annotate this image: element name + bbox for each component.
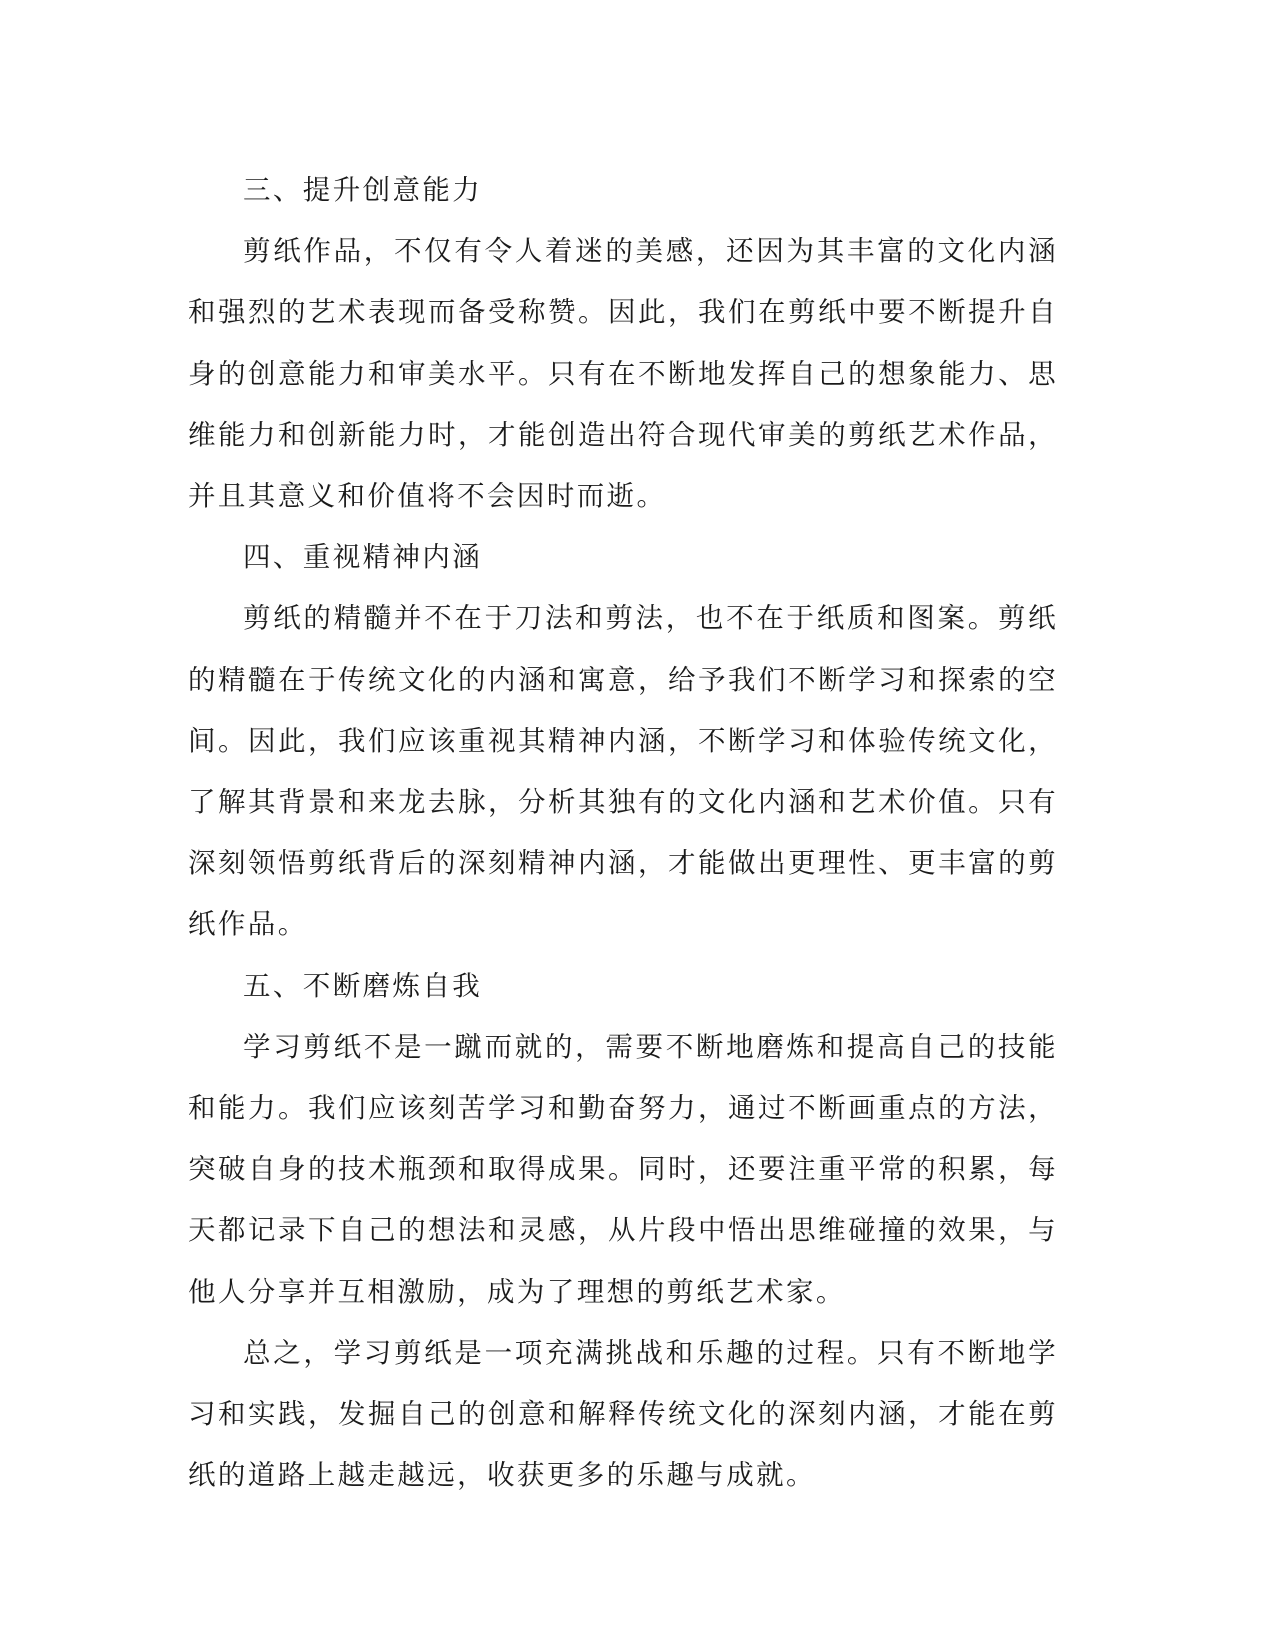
section-heading-creativity: 三、提升创意能力: [243, 174, 483, 206]
section-heading-spirit: 四、重视精神内涵: [243, 541, 483, 574]
paragraph-conclusion: 总之，学习剪纸是一项充满挑战和乐趣的过程。只有不断地学习和实践，发掘自己的创意和解释传统文化的深刻内涵，才能在剪纸的道路上越走越远，收获更多的乐趣与成就。: [188, 1336, 1058, 1492]
paragraph-practice: 学习剪纸不是一蹴而就的，需要不断地磨炼和提高自己的技能和能力。我们应该刻苦学习和勤奋努力，通过不断画重点的方法，突破自身的技术瓶颈和取得成果。同时，还要注重平常的积累，每天都记录下自己的想法和灵感，从片段中悟出思维碰撞的效果，与他人分享并互相激励，成为了理想的剪纸艺术家。: [188, 1030, 1058, 1308]
document-body: [188, 160, 1058, 1506]
paragraph-spirit: 剪纸的精髓并不在于刀法和剪法，也不在于纸质和图案。剪纸的精髓在于传统文化的内涵和寓意，给予我们不断学习和探索的空间。因此，我们应该重视其精神内涵，不断学习和体验传统文化，了解其背景和来龙去脉，分析其独有的文化内涵和艺术价值。只有深刻领悟剪纸背后的深刻精神内涵，才能做出更理性、更丰富的剪纸作品。: [188, 602, 1058, 941]
section-heading-practice: 五、不断磨炼自我: [243, 969, 483, 1002]
paragraph-creativity: 剪纸作品，不仅有令人着迷的美感，还因为其丰富的文化内涵和强烈的艺术表现而备受称赞。因此，我们在剪纸中要不断提升自身的创意能力和审美水平。只有在不断地发挥自己的想象能力、思维能力和创新能力时，才能创造出符合现代审美的剪纸艺术作品，并且其意义和价值将不会因时而逝。: [188, 235, 1058, 513]
